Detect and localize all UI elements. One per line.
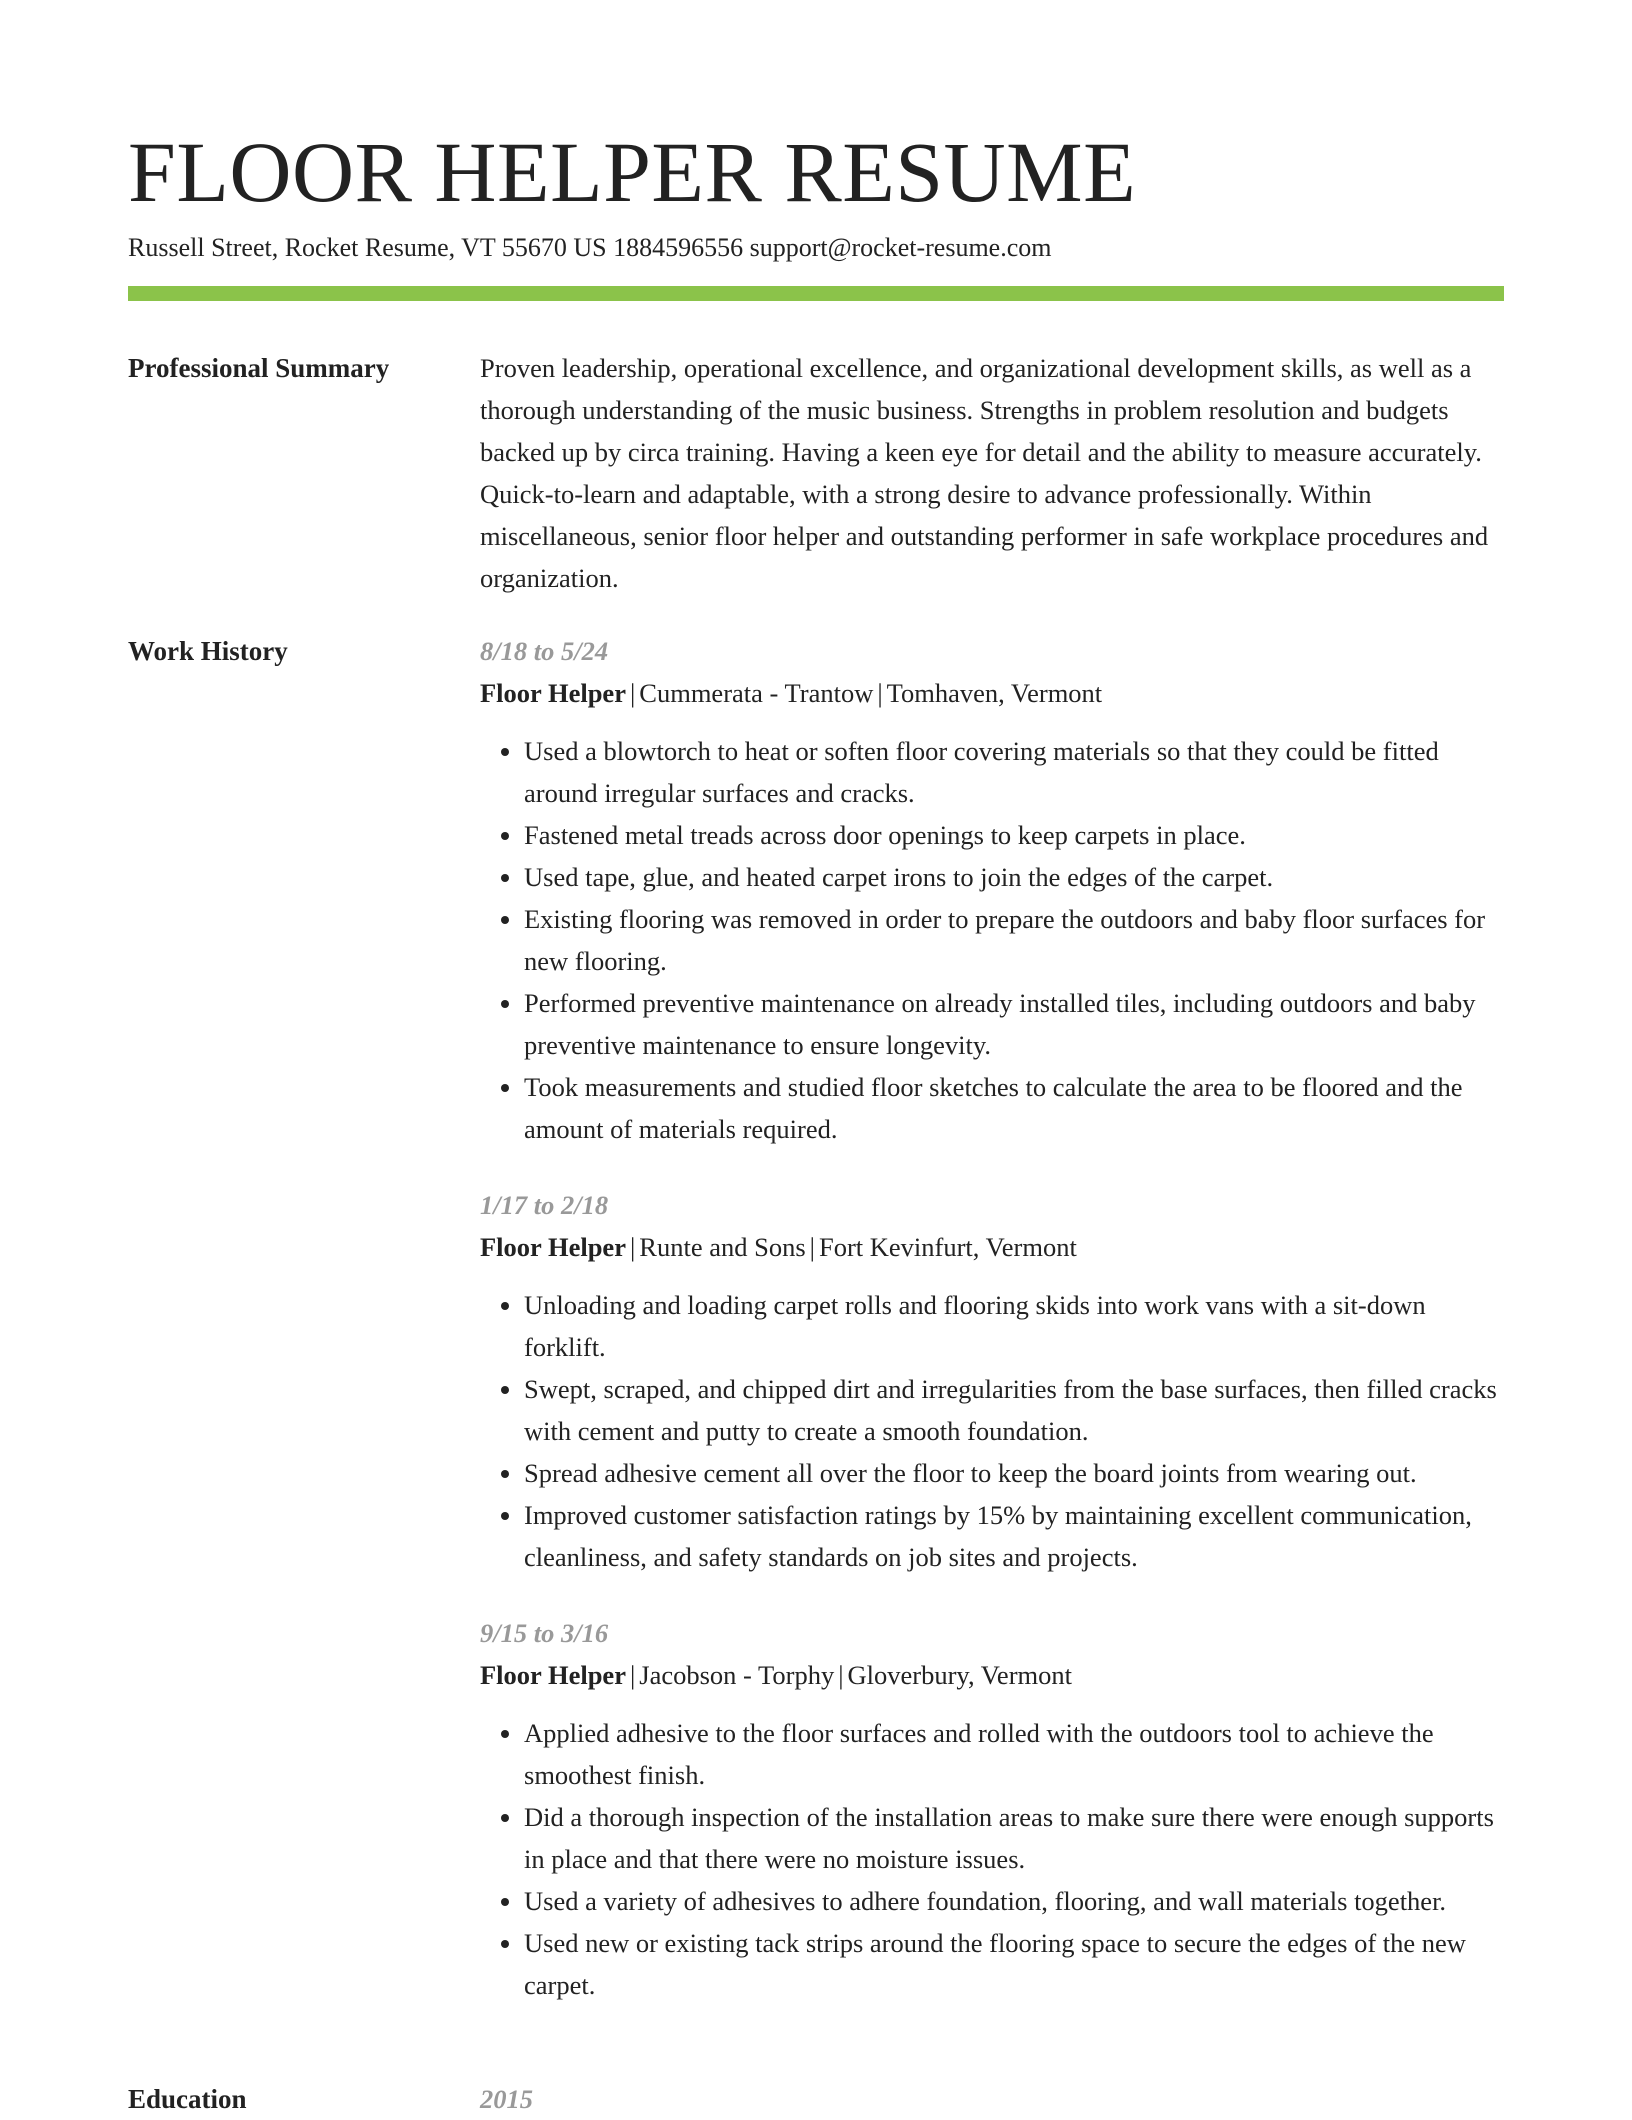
job-dates: 1/17 to 2/18 bbox=[480, 1190, 609, 1220]
job-company: Runte and Sons bbox=[639, 1232, 806, 1262]
job-bullet: • Used a variety of adhesives to adhere foundation, flooring, and wall materials together. bbox=[524, 1880, 1504, 1922]
job-bullets bbox=[480, 1284, 1504, 1578]
job-title: Floor Helper bbox=[480, 1660, 626, 1690]
education-body bbox=[480, 2078, 1504, 2120]
work-history-body bbox=[480, 630, 1504, 2040]
job-bullet: • Improved customer satisfaction ratings by 15% by maintaining excellent communication, cleanliness, and safety standards on job sites and projects. bbox=[524, 1494, 1504, 1578]
job-bullet: • Used a blowtorch to heat or soften floor covering materials so that they could be fitted around irregular surfaces and cracks. bbox=[524, 730, 1504, 814]
job-bullet: • Spread adhesive cement all over the floor to keep the board joints from wearing out. bbox=[524, 1452, 1504, 1494]
job-bullet: • Existing flooring was removed in order to prepare the outdoors and baby floor surfaces for new flooring. bbox=[524, 898, 1504, 982]
job-heading: Floor Helper | Cummerata - Trantow | Tomhaven, Vermont bbox=[480, 678, 1103, 708]
job-bullet: • Unloading and loading carpet rolls and flooring skids into work vans with a sit-down forklift. bbox=[524, 1284, 1504, 1368]
education-year: 2015 bbox=[480, 2084, 533, 2114]
summary-label: Professional Summary bbox=[128, 353, 390, 383]
contact-address: Russell Street, Rocket Resume, VT 55670 US bbox=[128, 233, 607, 262]
resume-title: FLOOR HELPER RESUME bbox=[128, 124, 1137, 220]
job-location: Gloverbury, Vermont bbox=[847, 1660, 1072, 1690]
job-bullet: • Swept, scraped, and chipped dirt and irregularities from the base surfaces, then filled cracks with cement and putty to create a smooth foundation. bbox=[524, 1368, 1504, 1452]
job-bullet: • Used tape, glue, and heated carpet irons to join the edges of the carpet. bbox=[524, 856, 1504, 898]
job-location: Tomhaven, Vermont bbox=[886, 678, 1103, 708]
job-location: Fort Kevinfurt, Vermont bbox=[818, 1232, 1077, 1262]
contact-line bbox=[128, 230, 1052, 266]
work-history-label: Work History bbox=[128, 636, 288, 666]
contact-phone: 1884596556 bbox=[613, 233, 744, 262]
job-heading: Floor Helper | Runte and Sons | Fort Kevinfurt, Vermont bbox=[480, 1232, 1077, 1262]
summary-text: Proven leadership, operational excellence, and organizational development skills, as well as a thorough understanding of the music business. Strengths in problem resolution and budgets backed up by circa training. Having a keen eye for detail and the ability to measure accurately. Quick-to-learn and adaptable, with a strong desire to advance professionally. Within miscellaneous, senior floor helper and outstanding performer in safe workplace procedures and organization. bbox=[480, 353, 1489, 593]
job-bullets bbox=[480, 1712, 1504, 2006]
job-bullet: • Used new or existing tack strips around the flooring space to secure the edges of the new carpet. bbox=[524, 1922, 1504, 2006]
job-title: Floor Helper bbox=[480, 678, 626, 708]
contact-email: support@rocket-resume.com bbox=[749, 233, 1052, 262]
job-bullet: • Applied adhesive to the floor surfaces and rolled with the outdoors tool to achieve the smoothest finish. bbox=[524, 1712, 1504, 1796]
job-title: Floor Helper bbox=[480, 1232, 626, 1262]
header-divider bbox=[128, 286, 1504, 301]
summary-body bbox=[480, 347, 1504, 599]
job-bullet: • Took measurements and studied floor sketches to calculate the area to be floored and the amount of materials required. bbox=[524, 1066, 1504, 1150]
job-entry bbox=[480, 630, 1504, 1150]
job-company: Jacobson - Torphy bbox=[639, 1660, 835, 1690]
job-bullets bbox=[480, 730, 1504, 1150]
job-bullet: • Did a thorough inspection of the installation areas to make sure there were enough supports in place and that there were no moisture issues. bbox=[524, 1796, 1504, 1880]
job-entry bbox=[480, 1612, 1504, 2006]
job-dates: 8/18 to 5/24 bbox=[480, 636, 609, 666]
job-dates: 9/15 to 3/16 bbox=[480, 1618, 609, 1648]
job-entry bbox=[480, 1184, 1504, 1578]
education-label: Education bbox=[128, 2084, 247, 2114]
job-company: Cummerata - Trantow bbox=[639, 678, 874, 708]
job-heading: Floor Helper | Jacobson - Torphy | Gloverbury, Vermont bbox=[480, 1660, 1072, 1690]
job-bullet: • Performed preventive maintenance on already installed tiles, including outdoors and baby preventive maintenance to ensure longevity. bbox=[524, 982, 1504, 1066]
job-bullet: • Fastened metal treads across door openings to keep carpets in place. bbox=[524, 814, 1504, 856]
